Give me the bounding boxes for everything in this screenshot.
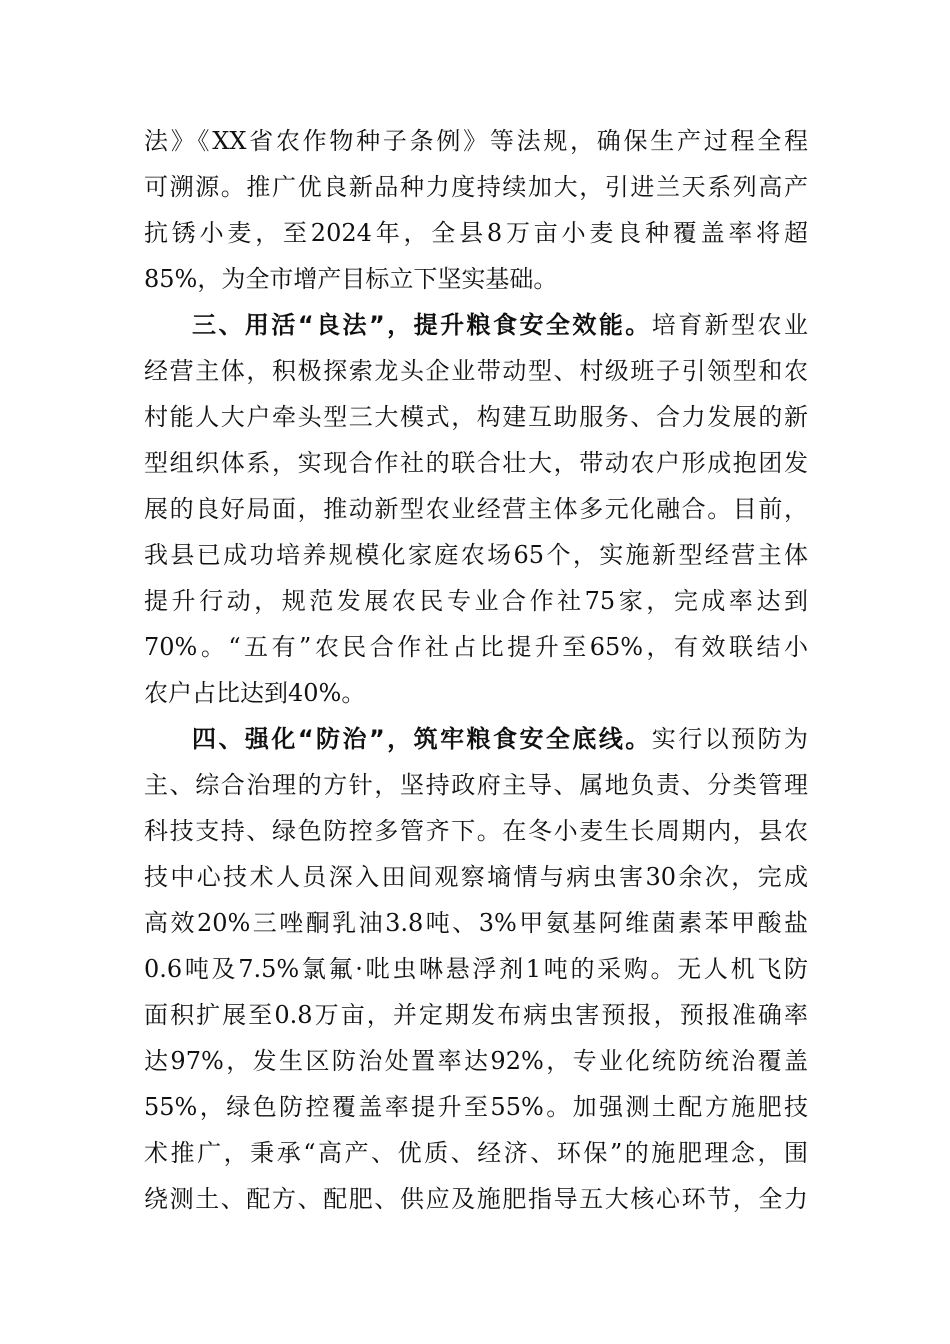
text-line: 85%，为全市增产目标立下坚实基础。 <box>144 265 558 293</box>
text-line: 55%，绿色防控覆盖率提升至55%。加强测土配方施肥技 <box>144 1093 808 1121</box>
section-heading-three: 三、用活“良法”，提升粮食安全效能。 <box>192 311 652 339</box>
text-line: 主、综合治理的方针，坚持政府主导、属地负责、分类管理 <box>144 771 808 799</box>
text-line: 绕测土、配方、配肥、供应及施肥指导五大核心环节，全力 <box>144 1185 808 1213</box>
text-line: 我县已成功培养规模化家庭农场65个，实施新型经营主体 <box>144 541 808 569</box>
text-line: 技中心技术人员深入田间观察墒情与病虫害30余次，完成 <box>144 863 808 891</box>
text-line: 70%。“五有”农民合作社占比提升至65%，有效联结小 <box>144 633 808 661</box>
text-line: 科技支持、绿色防控多管齐下。在冬小麦生长周期内，县农 <box>144 817 808 845</box>
text-line: 抗锈小麦，至2024年，全县8万亩小麦良种覆盖率将超 <box>144 219 808 247</box>
text-line: 展的良好局面，推动新型农业经营主体多元化融合。目前， <box>144 495 808 523</box>
text-line: 高效20%三唑酮乳油3.8吨、3%甲氨基阿维菌素苯甲酸盐 <box>144 909 808 937</box>
text-line: 提升行动，规范发展农民专业合作社75家，完成率达到 <box>144 587 808 615</box>
text-line: 达97%，发生区防治处置率达92%，专业化统防统治覆盖 <box>144 1047 808 1075</box>
text-line: 0.6吨及7.5%氯氟·吡虫啉悬浮剂1吨的采购。无人机飞防 <box>144 955 808 983</box>
paragraph-first-line <box>144 716 808 762</box>
text-line: 面积扩展至0.8万亩，并定期发布病虫害预报，预报准确率 <box>144 1001 808 1029</box>
section-heading-four: 四、强化“防治”，筑牢粮食安全底线。 <box>192 725 652 753</box>
paragraph-first-line <box>144 302 808 348</box>
document-body <box>144 118 808 1222</box>
text-line: 经营主体，积极探索龙头企业带动型、村级班子引领型和农 <box>144 357 808 385</box>
text-line: 农户占比达到40%。 <box>144 679 366 707</box>
paragraph-text: 培育新型农业 <box>651 311 809 339</box>
text-line: 型组织体系，实现合作社的联合壮大，带动农户形成抱团发 <box>144 449 808 477</box>
paragraph-text: 实行以预防为 <box>651 725 809 753</box>
text-line: 村能人大户牵头型三大模式，构建互助服务、合力发展的新 <box>144 403 808 431</box>
text-line: 术推广，秉承“高产、优质、经济、环保”的施肥理念，围 <box>144 1139 808 1167</box>
text-line: 可溯源。推广优良新品种力度持续加大，引进兰天系列高产 <box>144 173 808 201</box>
text-line: 法》《XX省农作物种子条例》等法规，确保生产过程全程 <box>144 127 808 155</box>
